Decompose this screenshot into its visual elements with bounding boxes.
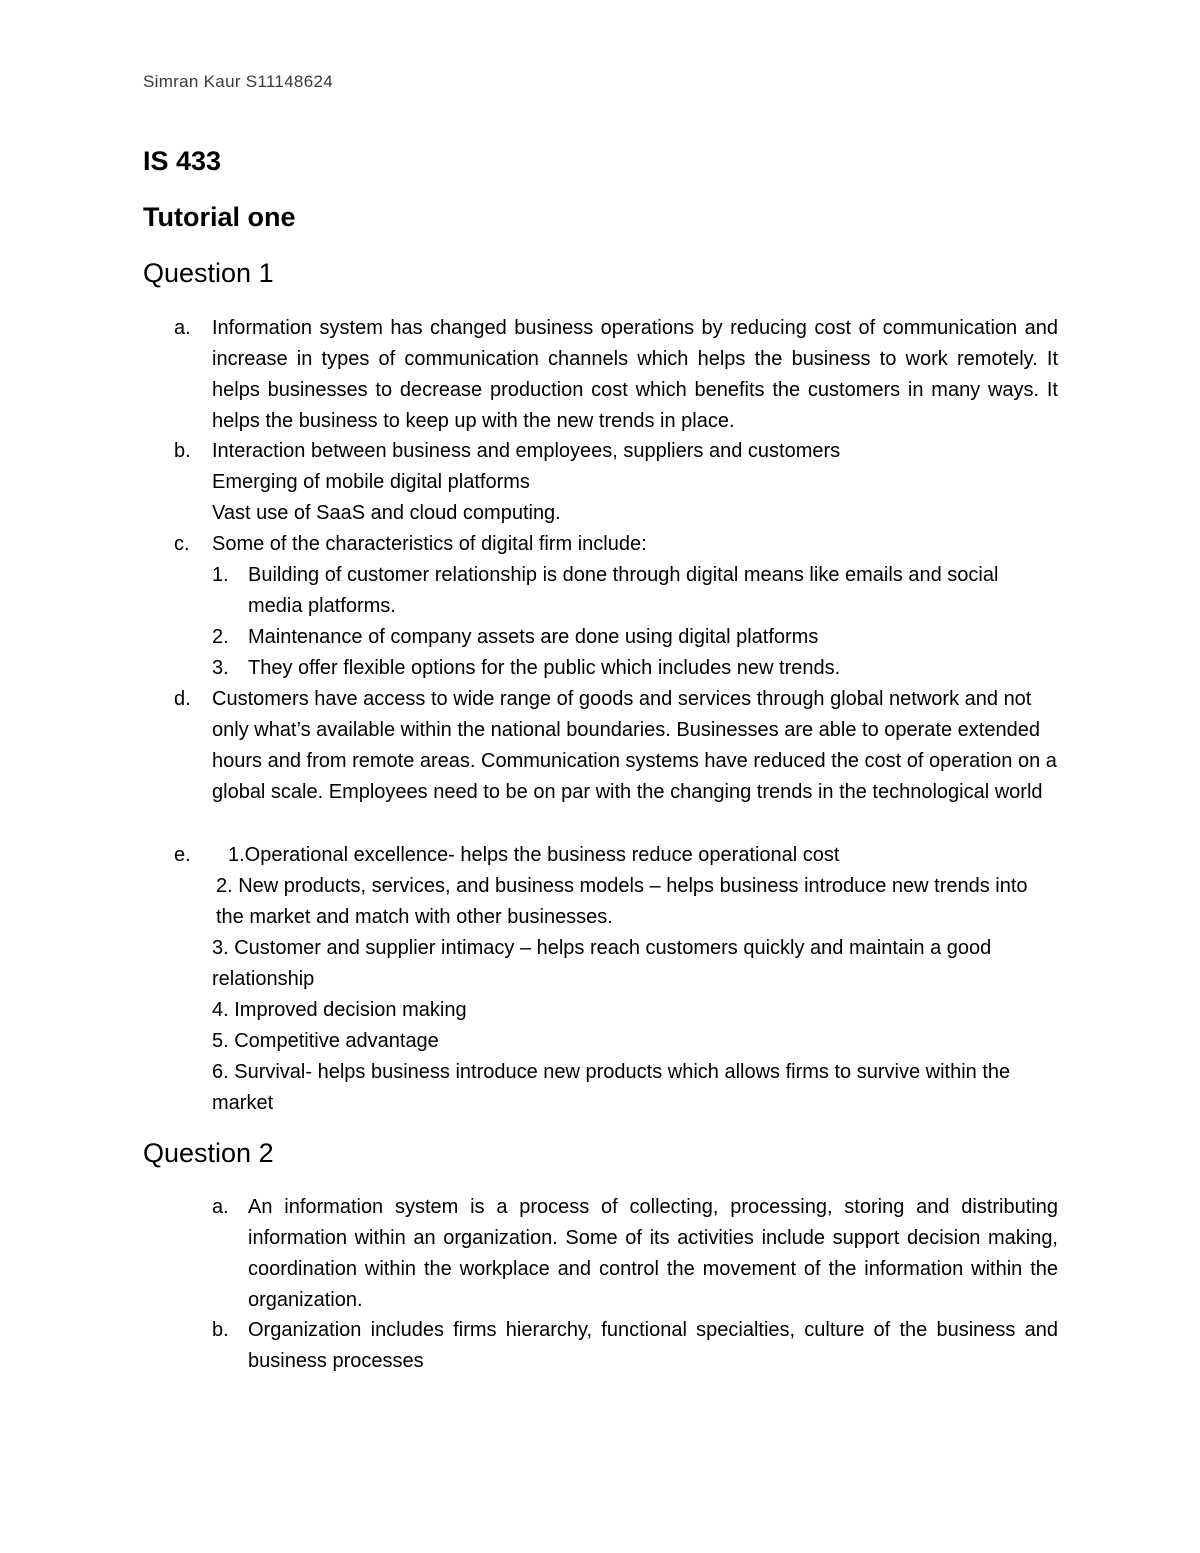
q1-e-line: 4. Improved decision making	[212, 999, 467, 1021]
q1-c-item-number: 2.	[212, 626, 229, 648]
q1-b-line: Vast use of SaaS and cloud computing.	[212, 502, 561, 524]
question-1-heading: Question 1	[143, 258, 274, 288]
q2-b-marker: b.	[212, 1319, 229, 1341]
q1-c-item-text: They offer flexible options for the public which includes new trends.	[248, 657, 841, 679]
q1-b-line: Emerging of mobile digital platforms	[212, 471, 530, 493]
q2-a-text: An information system is a process of collecting, processing, storing and distributing information within an organization. Some of its activities include support decision making, coordination within the workplace and control the movement of the information within the organization.	[248, 1196, 1058, 1311]
q1-e-line: 5. Competitive advantage	[212, 1030, 439, 1052]
author-header: Simran Kaur S11148624	[143, 72, 333, 91]
question-2-heading: Question 2	[143, 1138, 274, 1168]
q1-e-line: 3. Customer and supplier intimacy – helps reach customers quickly and maintain a good relationship	[212, 937, 992, 990]
q1-e-line: 2. New products, services, and business models – helps business introduce new trends into the market and match with other businesses.	[216, 875, 1028, 928]
q1-b-marker: b.	[174, 440, 191, 462]
q1-a-marker: a.	[174, 317, 191, 339]
q1-e-line: 1.Operational excellence- helps the business reduce operational cost	[228, 844, 840, 866]
q1-e-marker: e.	[174, 844, 191, 866]
q1-d-text: Customers have access to wide range of goods and services through global network and not only what’s available within the national boundaries. Businesses are able to operate extended hours and from remote areas. Communication systems have reduced the cost of operation on a global scale. Employees need to be on par with the changing trends in the technological world	[212, 688, 1057, 803]
q1-c-item-text: Maintenance of company assets are done using digital platforms	[248, 626, 819, 648]
q1-c-item-text: Building of customer relationship is done through digital means like emails and social media platforms.	[248, 564, 999, 617]
q1-d-marker: d.	[174, 688, 191, 710]
q1-b-line: Interaction between business and employees, suppliers and customers	[212, 440, 841, 462]
tutorial-title: Tutorial one	[143, 202, 296, 232]
q2-a-marker: a.	[212, 1196, 229, 1218]
q1-c-marker: c.	[174, 533, 190, 555]
q1-c-item-number: 1.	[212, 564, 229, 586]
q1-c-intro: Some of the characteristics of digital firm include:	[212, 533, 647, 555]
q2-b-text: Organization includes firms hierarchy, functional specialties, culture of the business and business processes	[248, 1319, 1058, 1372]
q1-c-item-number: 3.	[212, 657, 229, 679]
q1-e-line: 6. Survival- helps business introduce new products which allows firms to survive within the market	[212, 1061, 1011, 1114]
course-title: IS 433	[143, 146, 222, 176]
q1-a-text: Information system has changed business operations by reducing cost of communication and increase in types of communication channels which helps the business to work remotely. It helps businesses to decrease production cost which benefits the customers in many ways. It helps the business to keep up with the new trends in place.	[212, 317, 1058, 432]
